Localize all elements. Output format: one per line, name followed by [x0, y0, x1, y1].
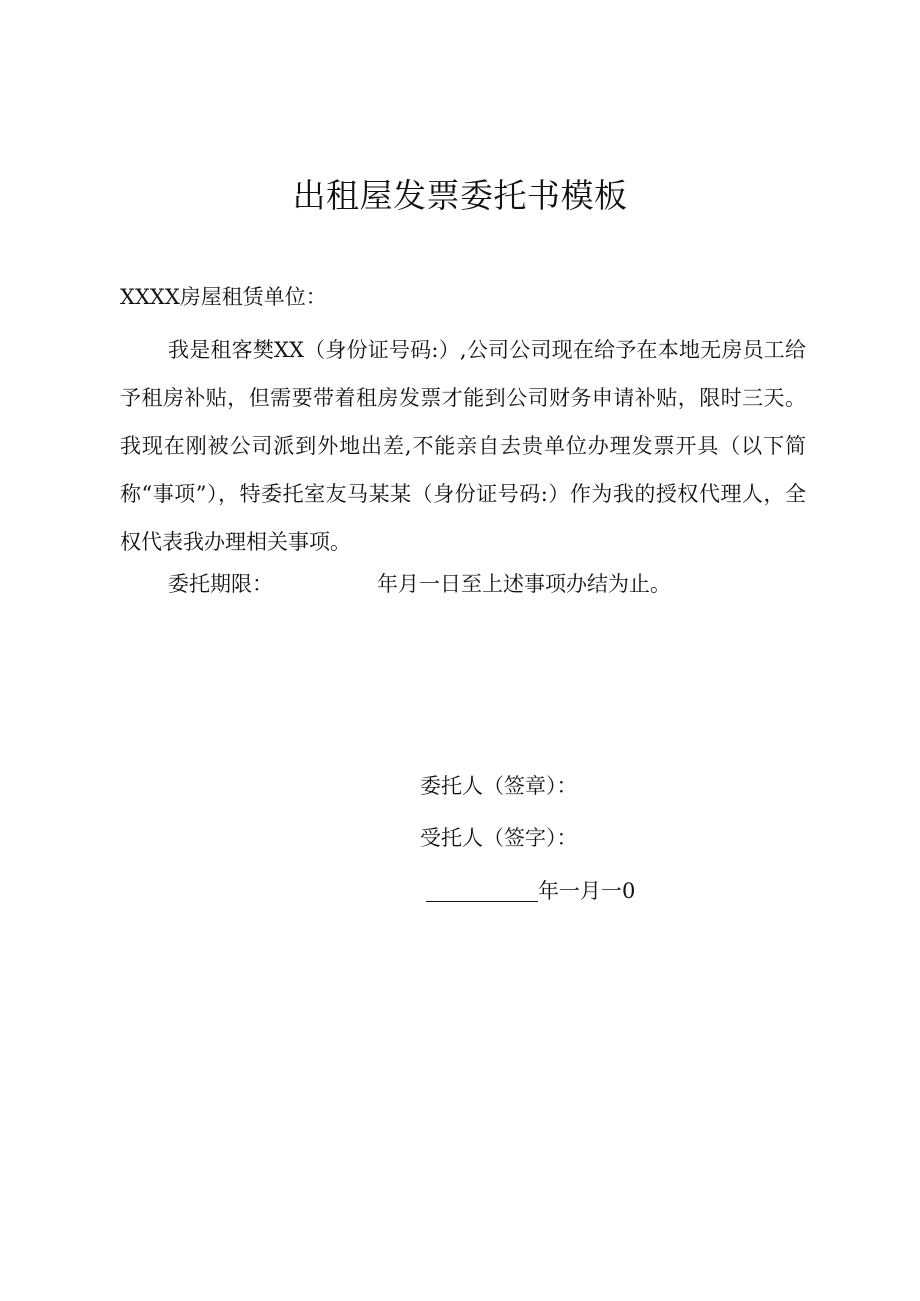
term-label: 委托期限：: [168, 572, 273, 596]
date-text: 年一月一0: [538, 879, 636, 903]
term-line: [168, 567, 671, 601]
date-line: [426, 874, 635, 908]
date-blank: [426, 879, 538, 902]
term-text: 年月一日至上述事项办结为止。: [377, 572, 671, 596]
body-paragraph: 我是租客樊XX（身份证号码:）,公司公司现在给予在本地无房员工给予租房补贴，但需要带着租房发票才能到公司财务申请补贴，限时三天。我现在刚被公司派到外地出差,不能亲自去贵单位办理发票开具（以下简称“事项”），特委托室友马某某（身份证号码:）作为我的授权代理人，全权代表我办理相关事项。: [120, 338, 806, 554]
salutation: XXXX房屋租赁单位：: [120, 285, 327, 309]
document-title: 出租屋发票委托书模板: [292, 176, 628, 215]
principal-signature-line: 委托人（签章）：: [420, 774, 578, 798]
agent-signature-line: 受托人（签字）：: [420, 826, 578, 850]
